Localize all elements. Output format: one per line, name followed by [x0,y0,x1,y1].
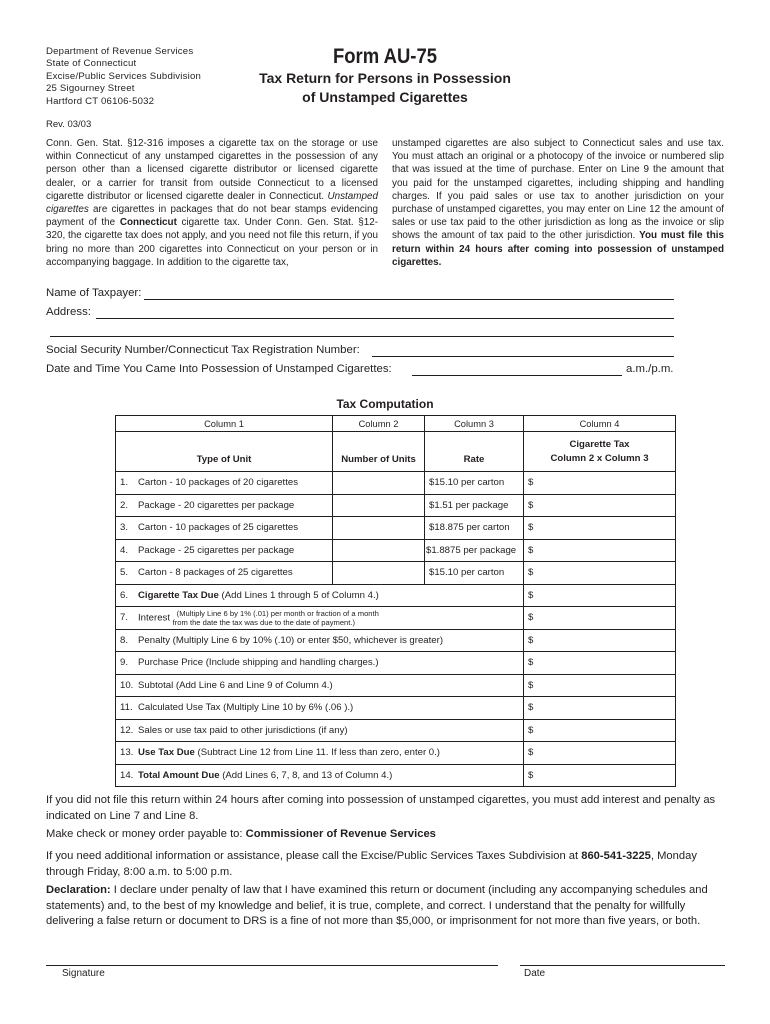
intro-text: cigarette tax. Under Conn. Gen. Stat. §12-320, the cigarette tax does not apply, and you need not file this return, if you bring no more than 200 cigarettes into Connecticut on your person or in accompanying baggage. In addition to the cigarette tax, [46,217,378,268]
line-label-bold: Use Tax Due [138,747,195,759]
line-label: Package - 20 cigarettes per package [138,499,295,511]
rate-cell: $1.51 per package [425,494,524,517]
amount-input[interactable]: $ [524,697,676,720]
address-field[interactable] [96,318,674,319]
date-label: Date [524,968,546,979]
intro-italic-term: Unstamped cigarettes [46,190,378,216]
row-label [116,697,524,720]
line-label: Interest [138,612,170,624]
ampm-label: a.m./p.m. [626,363,674,375]
rate-cell: $1.8875 per package [425,539,524,562]
note-line: (Multiply Line 6 by 1% (.01) per month or fraction of a month [176,608,379,618]
table-row [116,494,676,517]
header-line: Column 2 x Column 3 [550,452,649,464]
intro-bold-term: Connecticut [119,217,177,229]
line-number: 6. [120,589,129,601]
amount-input[interactable]: $ [524,742,676,765]
payable-to-text [46,827,726,843]
late-filing-notice: If you did not file this return within 24 hours after coming into possession of unstamped cigarettes, you must add interest and penalty as indicated on Line 7 and Line 8. [46,794,716,822]
line-number: 11. [120,702,133,714]
line-number: 5. [120,567,129,579]
column-header-rate: Rate [425,432,524,472]
line-label: (Subtract Line 12 from Line 11. If less than zero, enter 0.) [194,747,440,759]
ssn-label: Social Security Number/Connecticut Tax Registration Number: [46,344,360,356]
row-label [116,539,333,562]
amount-input[interactable]: $ [524,719,676,742]
table-row [116,764,676,787]
intro-text: unstamped cigarettes are also subject to Connecticut sales and use tax. You must attach an original or a photocopy of the invoice or numbered slip that was issued at the time of purchase. Enter on Line 9 the amount that you paid for the unstamped cigarettes, including shipping and handling charges. If you paid sales or use tax to another jurisdiction on your purchase of unstamped cigarettes, you may enter on Line 12 the amount of sales or use tax paid to the other jurisdiction as long as the invoice or slip shows the amount of tax paid to the other jurisdiction. [392,138,724,242]
units-input[interactable] [333,494,425,517]
row-label [116,652,524,675]
table-row [116,719,676,742]
line-number: 12. [120,724,134,736]
line-label: Penalty (Multiply Line 6 by 10% (.10) or enter $50, whichever is greater) [138,634,444,646]
tax-computation-title: Tax Computation [336,397,434,411]
row-label [116,764,524,787]
line-label: Carton - 10 packages of 25 cigarettes [138,522,298,534]
rate-cell: $18.875 per carton [425,517,524,540]
signature-field[interactable] [46,965,498,966]
row-label [116,494,333,517]
line-label: Carton - 8 packages of 25 cigarettes [138,567,293,579]
rate-cell: $15.10 per carton [425,562,524,585]
table-row [116,517,676,540]
interest-note [173,609,379,627]
line-number: 3. [120,522,129,534]
agency-line: Hartford CT 06106-5032 [46,95,155,107]
amount-input[interactable]: $ [524,472,676,495]
table-row [116,697,676,720]
line-number: 13. [120,747,134,759]
agency-line: State of Connecticut [46,58,137,70]
table-row [116,607,676,630]
line-number: 10. [120,679,134,691]
line-number: 9. [120,657,129,669]
line-number: 14. [120,769,134,781]
form-title: Form AU-75 [332,45,438,68]
amount-input[interactable]: $ [524,674,676,697]
address-field-line-2[interactable] [50,336,674,337]
amount-input[interactable]: $ [524,584,676,607]
amount-input[interactable]: $ [524,539,676,562]
units-input[interactable] [333,472,425,495]
amount-input[interactable]: $ [524,764,676,787]
payable-prefix: Make check or money order payable to: [46,828,246,840]
line-label: Carton - 10 packages of 20 cigarettes [138,477,298,489]
agency-line: Department of Revenue Services [46,46,194,57]
row-label [116,629,524,652]
amount-input[interactable]: $ [524,629,676,652]
units-input[interactable] [333,539,425,562]
rate-cell: $15.10 per carton [425,472,524,495]
contact-phone: 860-541-3225 [581,850,651,862]
intro-left-column [46,137,378,269]
column-number: Column 1 [116,416,333,432]
table-row [116,562,676,585]
line-label-bold: Cigarette Tax Due [138,589,219,601]
signature-label: Signature [62,968,105,979]
declaration-text [46,883,726,930]
line-label: (Add Lines 6, 7, 8, and 13 of Column 4.) [219,769,393,781]
declaration-body: I declare under penalty of law that I have examined this return or document (including any accompanying schedules and statements) and, to the best of my knowledge and belief, it is true, complete, and correct. I understand that the penalty for willfully delivering a false return or document to DRS is a fine of not more than $5,000, or imprisonment for not more than five years, or both. [46,884,708,927]
amount-input[interactable]: $ [524,517,676,540]
table-row [116,472,676,495]
row-label [116,607,524,630]
tax-computation-table [115,415,676,787]
taxpayer-name-field[interactable] [144,299,674,300]
row-label [116,719,524,742]
row-label [116,562,333,585]
line-label: Sales or use tax paid to other jurisdictions (if any) [138,724,348,736]
table-row [116,652,676,675]
agency-line: 25 Sigourney Street [46,83,135,95]
table-row [116,629,676,652]
row-label [116,472,333,495]
ssn-field[interactable] [372,356,674,357]
payee-name: Commissioner of Revenue Services [245,828,436,840]
revision-label: Rev. 03/03 [46,119,92,130]
subtitle-line-2: of Unstamped Cigarettes [302,88,468,105]
address-label: Address: [46,306,91,318]
agency-address-block [46,46,201,108]
column-number: Column 3 [425,416,524,432]
column-header-tax [524,432,676,472]
contact-prefix: If you need additional information or assistance, please call the Excise/Public Services Taxes Subdivision at [46,850,582,862]
units-input[interactable] [333,517,425,540]
line-label-bold: Total Amount Due [138,769,220,781]
table-row [116,584,676,607]
form-subtitle [235,69,535,106]
line-label: (Add Lines 1 through 5 of Column 4.) [218,589,379,601]
contact-suffix: , Monday through Friday, 8:00 a.m. to 5:00 p.m. [46,850,697,878]
line-number: 8. [120,634,129,646]
line-number: 7. [120,612,129,624]
column-header-type: Type of Unit [116,432,333,472]
amount-input[interactable]: $ [524,607,676,630]
agency-line: Excise/Public Services Subdivision [46,70,202,82]
column-header-units: Number of Units [333,432,425,472]
note-line: from the date the tax was due to the date of payment.) [172,617,356,627]
table-row [116,674,676,697]
column-number: Column 4 [524,416,676,432]
intro-text: are cigarettes in packages that do not bear stamps evidencing payment of the [46,204,378,229]
contact-info-text [46,849,726,880]
line-label: Subtotal (Add Line 6 and Line 9 of Column 4.) [138,679,333,691]
filing-deadline-notice: You must file this return within 24 hours after coming into possession of unstamped cigarettes. [392,230,724,268]
row-label [116,517,333,540]
row-label [116,674,524,697]
units-input[interactable] [333,562,425,585]
subtitle-line-1: Tax Return for Persons in Possession [259,70,511,86]
line-number: 4. [120,544,129,556]
intro-right-column [392,137,724,269]
declaration-label: Declaration: [46,884,111,896]
table-row [116,742,676,765]
amount-input[interactable]: $ [524,652,676,675]
column-header-row [116,432,676,472]
date-field[interactable] [520,965,725,966]
row-label [116,742,524,765]
column-number: Column 2 [333,416,425,432]
taxpayer-name-label: Name of Taxpayer: [46,287,142,299]
line-label: Package - 25 cigarettes per package [138,544,295,556]
line-number: 2. [120,499,129,511]
column-number-row [116,416,676,432]
line-label: Purchase Price (Include shipping and handling charges.) [138,657,379,669]
possession-date-label: Date and Time You Came Into Possession of Unstamped Cigarettes: [46,363,392,375]
intro-text: Conn. Gen. Stat. §12-316 imposes a cigarette tax on the storage or use within Connecticut of any unstamped cigarettes in the possession of any person other than a licensed cigarette distributor or licensed cigarette dealer, or a carrier for transit from outside Connecticut to a licensed cigarette distributor or licensed cigarette dealer in Connecticut. [46,138,378,202]
line-label: Calculated Use Tax (Multiply Line 10 by 6% (.06 ).) [138,702,354,714]
amount-input[interactable]: $ [524,494,676,517]
line-number: 1. [120,477,129,489]
possession-date-field[interactable] [412,375,622,376]
header-line: Cigarette Tax [569,438,630,450]
row-label [116,584,524,607]
table-row [116,539,676,562]
amount-input[interactable]: $ [524,562,676,585]
